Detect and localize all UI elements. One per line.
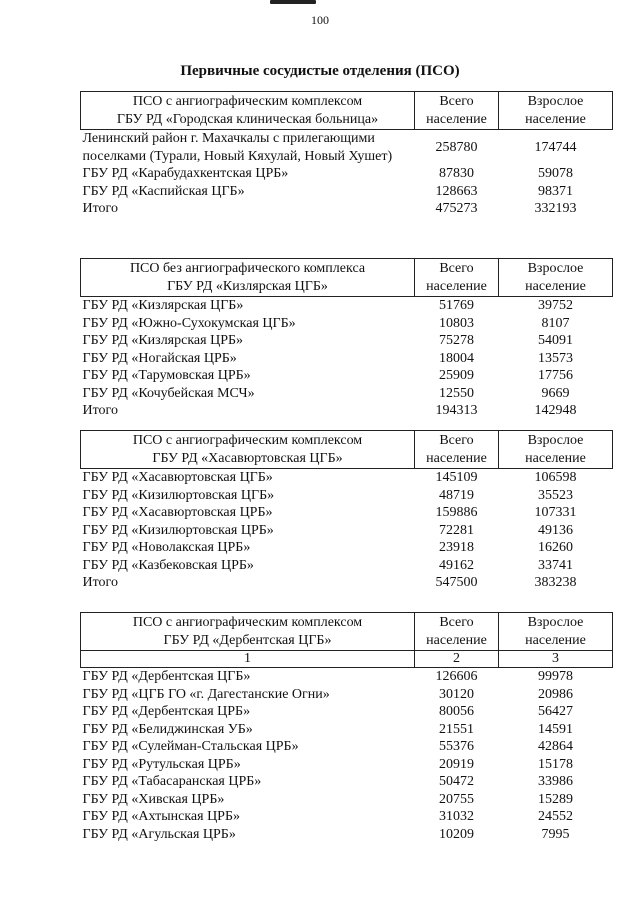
row-name: ГБУ РД «Каспийская ЦГБ»	[82, 183, 245, 199]
row-adult: 54091	[538, 333, 573, 348]
row-name: ГБУ РД «Агульская ЦРБ»	[82, 826, 236, 842]
row-adult: 33986	[538, 774, 573, 789]
section-heading: ПСО с ангиографическим комплексом ГБУ РД «Городская клиническая больница»	[81, 92, 415, 130]
row-name: ГБУ РД «Хивская ЦРБ»	[82, 791, 225, 807]
row-total: 475273	[435, 201, 478, 216]
row-total: 128663	[435, 183, 478, 199]
row-total: 10209	[439, 826, 474, 842]
table-row	[81, 557, 613, 575]
row-total: 21551	[439, 721, 474, 737]
row-name: ГБУ РД «ЦГБ ГО «г. Дагестанские Огни»	[82, 686, 330, 702]
row-adult: 33741	[538, 557, 573, 573]
row-name: ГБУ РД «Ногайская ЦРБ»	[82, 350, 237, 366]
row-adult: 332193	[534, 201, 577, 216]
pso-section-1	[80, 91, 612, 218]
row-name: ГБУ РД «Новолакская ЦРБ»	[82, 540, 251, 555]
column-number: 3	[499, 651, 613, 668]
table-row	[81, 738, 613, 756]
row-total: 194313	[435, 403, 478, 418]
row-name: ГБУ РД «Кизлярская ЦГБ»	[82, 298, 244, 313]
table-row	[81, 703, 613, 721]
row-total: 30120	[439, 686, 474, 702]
row-total: 23918	[439, 540, 474, 555]
table-row	[81, 332, 613, 350]
section-heading: ПСО с ангиографическим комплексом ГБУ РД «Дербентская ЦГБ»	[81, 613, 415, 651]
row-name: ГБУ РД «Южно-Сухокумская ЦГБ»	[82, 315, 296, 331]
row-name: ГБУ РД «Тарумовская ЦРБ»	[82, 368, 251, 383]
page-title: Первичные сосудистые отделения (ПСО)	[180, 63, 460, 79]
row-total: 72281	[439, 522, 474, 538]
row-total: 547500	[435, 575, 478, 590]
page-number: 100	[311, 13, 329, 27]
table-row	[81, 130, 613, 166]
table-row	[81, 297, 613, 315]
row-adult: 13573	[538, 350, 573, 366]
adult-population-header: Взрослое население	[499, 431, 613, 469]
row-name: Итого	[82, 575, 118, 590]
row-adult: 9669	[541, 385, 570, 401]
table-row	[81, 668, 613, 686]
row-adult: 7995	[541, 826, 570, 842]
row-adult: 24552	[538, 809, 573, 824]
total-population-header: Всего население	[415, 92, 499, 130]
row-adult: 15178	[538, 756, 573, 772]
row-adult: 142948	[534, 403, 577, 418]
row-total: 145109	[435, 470, 478, 485]
table-row	[81, 791, 613, 809]
row-name: ГБУ РД «Белиджинская УБ»	[82, 721, 253, 737]
table-row	[81, 183, 613, 201]
row-adult: 35523	[538, 487, 573, 503]
row-total: 20919	[439, 756, 474, 772]
table-row	[81, 756, 613, 774]
row-name: ГБУ РД «Сулейман-Стальская ЦРБ»	[82, 739, 299, 754]
row-adult: 174744	[534, 139, 577, 155]
row-adult: 39752	[538, 298, 573, 313]
row-name: ГБУ РД «Кизилюртовская ЦГБ»	[82, 487, 275, 503]
scan-artifact	[270, 0, 316, 4]
table-row	[81, 487, 613, 505]
row-total: 126606	[435, 669, 478, 684]
table-row	[81, 504, 613, 522]
table-row	[81, 773, 613, 791]
row-adult: 98371	[538, 183, 573, 199]
row-total: 51769	[439, 298, 474, 313]
row-total: 75278	[439, 333, 474, 348]
row-total: 50472	[439, 774, 474, 789]
row-total: 25909	[439, 368, 474, 383]
row-name: ГБУ РД «Дербентская ЦРБ»	[82, 704, 251, 719]
total-row	[81, 402, 613, 420]
row-name: Итого	[82, 403, 118, 418]
row-total: 80056	[439, 704, 474, 719]
adult-population-header: Взрослое население	[499, 92, 613, 130]
row-name: Ленинский район г. Махачкалы с прилегающими поселками (Турали, Новый Кяхулай, Новый Хушет)	[82, 131, 393, 164]
row-name: ГБУ РД «Кочубейская МСЧ»	[82, 385, 255, 401]
table-header-row	[81, 92, 613, 130]
table-row	[81, 826, 613, 844]
row-name: ГБУ РД «Казбековская ЦРБ»	[82, 557, 254, 573]
row-adult: 59078	[538, 166, 573, 181]
row-total: 48719	[439, 487, 474, 503]
table-row	[81, 469, 613, 487]
section-heading: ПСО с ангиографическим комплексом ГБУ РД «Хасавюртовская ЦГБ»	[81, 431, 415, 469]
table-row	[81, 350, 613, 368]
section-table	[80, 612, 613, 843]
total-population-header: Всего население	[415, 259, 499, 297]
total-population-header: Всего население	[415, 431, 499, 469]
column-number-row	[81, 651, 613, 668]
total-row	[81, 574, 613, 592]
row-total: 159886	[435, 505, 478, 520]
pso-section-4	[80, 612, 612, 843]
pso-section-3	[80, 430, 612, 592]
row-total: 87830	[439, 166, 474, 181]
section-table	[80, 91, 613, 218]
total-row	[81, 200, 613, 218]
row-adult: 99978	[538, 669, 573, 684]
row-adult: 49136	[538, 522, 573, 538]
row-adult: 106598	[534, 470, 577, 485]
row-adult: 8107	[541, 315, 570, 331]
table-row	[81, 539, 613, 557]
adult-population-header: Взрослое население	[499, 613, 613, 651]
row-total: 258780	[435, 139, 478, 155]
row-name: ГБУ РД «Ахтынская ЦРБ»	[82, 809, 241, 824]
row-name: ГБУ РД «Кизлярская ЦРБ»	[82, 333, 244, 348]
row-total: 20755	[439, 791, 474, 807]
row-adult: 14591	[538, 721, 573, 737]
row-name: ГБУ РД «Табасаранская ЦРБ»	[82, 774, 262, 789]
row-adult: 15289	[538, 791, 573, 807]
row-name: ГБУ РД «Кизилюртовская ЦРБ»	[82, 522, 274, 538]
row-name: ГБУ РД «Дербентская ЦГБ»	[82, 669, 251, 684]
table-row	[81, 385, 613, 403]
row-adult: 107331	[534, 505, 577, 520]
section-table	[80, 258, 613, 420]
row-total: 10803	[439, 315, 474, 331]
table-row	[81, 808, 613, 826]
row-total: 31032	[439, 809, 474, 824]
row-name: ГБУ РД «Хасавюртовская ЦРБ»	[82, 505, 273, 520]
section-heading: ПСО без ангиографического комплекса ГБУ РД «Кизлярская ЦГБ»	[81, 259, 415, 297]
table-row	[81, 721, 613, 739]
row-total: 49162	[439, 557, 474, 573]
section-table	[80, 430, 613, 592]
adult-population-header: Взрослое население	[499, 259, 613, 297]
column-number: 1	[81, 651, 415, 668]
column-number: 2	[415, 651, 499, 668]
row-adult: 20986	[538, 686, 573, 702]
row-adult: 42864	[538, 739, 573, 754]
row-name: Итого	[82, 201, 118, 216]
table-header-row	[81, 259, 613, 297]
row-name: ГБУ РД «Хасавюртовская ЦГБ»	[82, 470, 273, 485]
row-adult: 56427	[538, 704, 573, 719]
table-row	[81, 686, 613, 704]
row-adult: 16260	[538, 540, 573, 555]
row-adult: 17756	[538, 368, 573, 383]
table-row	[81, 522, 613, 540]
row-name: ГБУ РД «Рутульская ЦРБ»	[82, 756, 241, 772]
table-row	[81, 165, 613, 183]
row-total: 18004	[439, 350, 474, 366]
table-row	[81, 367, 613, 385]
table-header-row	[81, 613, 613, 651]
row-total: 55376	[439, 739, 474, 754]
table-row	[81, 315, 613, 333]
table-header-row	[81, 431, 613, 469]
total-population-header: Всего население	[415, 613, 499, 651]
pso-section-2	[80, 258, 612, 420]
row-name: ГБУ РД «Карабудахкентская ЦРБ»	[82, 166, 289, 181]
row-total: 12550	[439, 385, 474, 401]
row-adult: 383238	[534, 575, 577, 590]
